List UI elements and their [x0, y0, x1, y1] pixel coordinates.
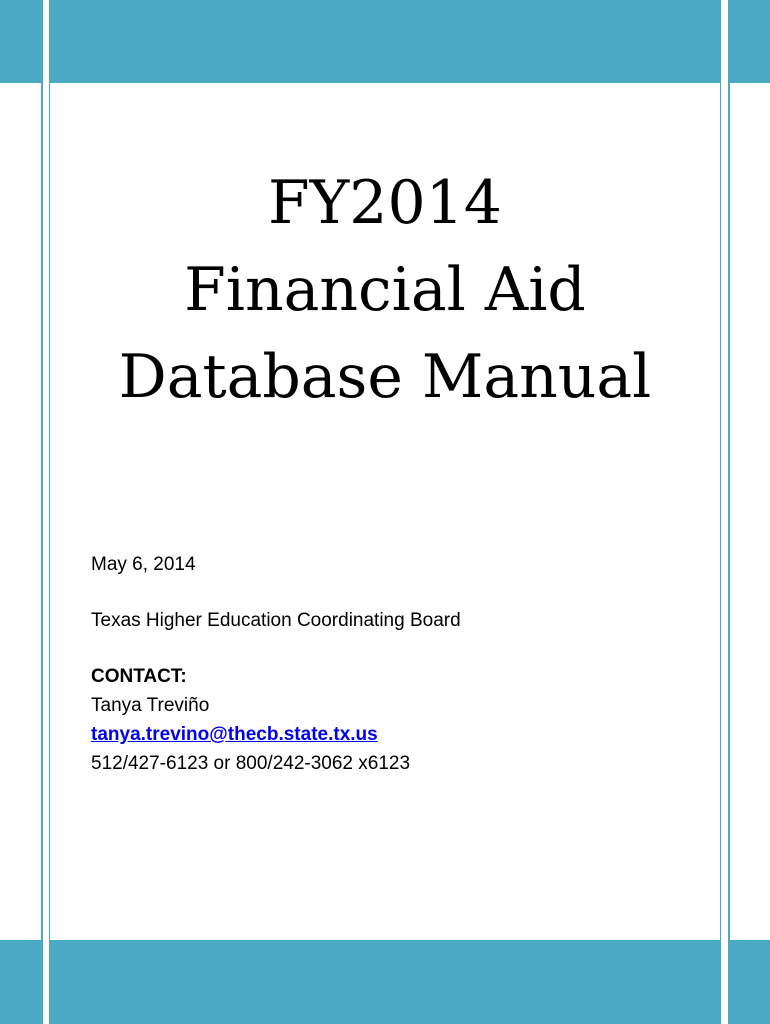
contact-email-link[interactable]: tanya.trevino@thecb.state.tx.us [91, 724, 378, 745]
left-rule-inner [49, 0, 50, 1024]
title-line-1: FY2014 [268, 168, 502, 238]
left-rule-outer [41, 0, 43, 1024]
top-left-band [0, 0, 41, 83]
organization-name: Texas Higher Education Coordinating Board [91, 610, 461, 631]
contact-name: Tanya Treviño [91, 695, 210, 716]
contact-phone: 512/427-6123 or 800/242-3062 x6123 [91, 753, 411, 774]
contact-label: CONTACT: [91, 666, 187, 687]
document-title [50, 160, 720, 421]
top-header-band [50, 0, 720, 83]
publication-date: May 6, 2014 [91, 554, 196, 575]
right-rule-inner [720, 0, 721, 1024]
title-line-2: Financial Aid [184, 255, 586, 325]
document-info [91, 550, 691, 778]
bottom-footer-band [50, 940, 720, 1024]
right-rule-outer [728, 0, 730, 1024]
bottom-left-band [0, 940, 41, 1024]
top-right-band [730, 0, 770, 83]
title-line-3: Database Manual [118, 342, 652, 412]
bottom-right-band [730, 940, 770, 1024]
